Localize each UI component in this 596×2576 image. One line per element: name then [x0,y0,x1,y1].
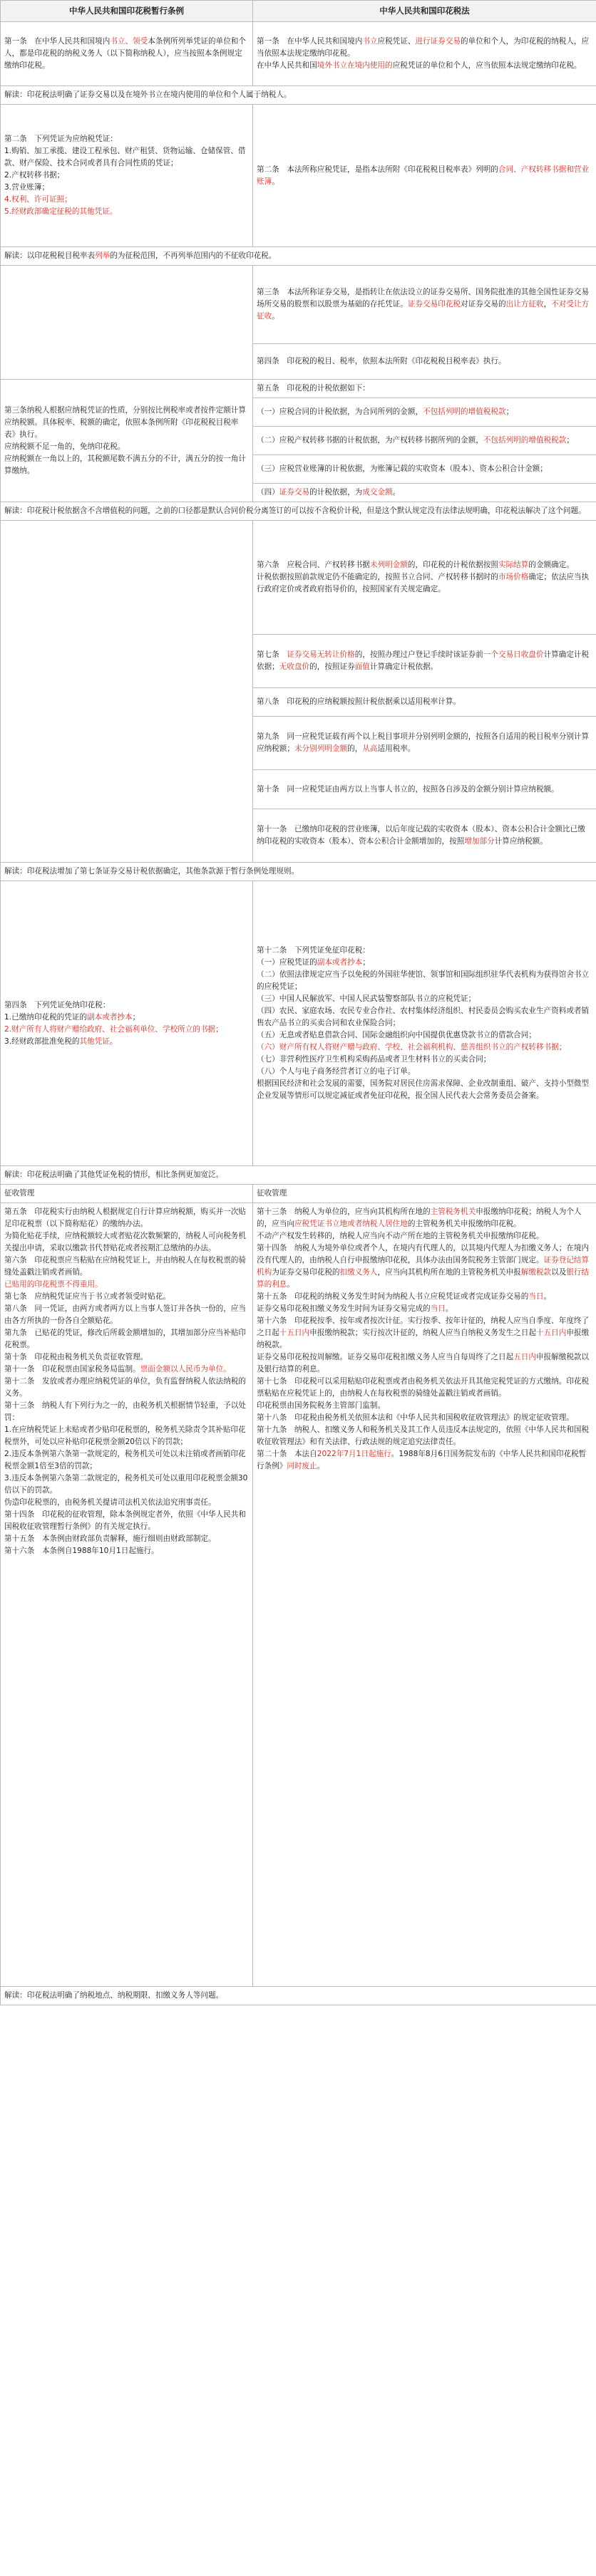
right-cell: 第十条 同一应税凭证由两方以上当事人书立的，按照各自涉及的金额分别计算应纳税额。 [253,770,596,809]
right-cell: 第三条 本法所称证券交易，是指转让在依法设立的证券交易所、国务院批准的其他全国性证券交易场所交易的股票和以股票为基础的存托凭证。证券交易印花税对证券交易的出让方征收，不对受让方征收。 [253,266,596,344]
left-cell: 第一条 在中华人民共和国境内书立、领受本条例所列举凭证的单位和个人，都是印花税的纳税义务人（以下简称纳税人），应当按照本条例规定缴纳印花税。 [1,22,253,86]
header-left: 中华人民共和国印花税暂行条例 [1,1,253,22]
article-row [1,105,596,247]
right-cell: 第十二条 下列凭证免征印花税： （一）应税凭证的副本或者抄本； （二）依照法律规定应当予以免税的外国驻华使馆、领事馆和国际组织驻华代表机构为获得馆舍书立的应税凭证； （三）中国人民解放军、中国人民武装警察部队书立的应税凭证； （四）农民、家庭农场、农民专业合作社、农村集体经济组织、村民委员会购买农业生产资料或者销售农产品书立的买卖合同和农业保险合同； （五）无息或者贴息借款合同、国际金融组织向中国提供优惠贷款书立的借款合同； （六）财产所有权人将财产赠与政府、学校、社会福利机构、慈善组织书立的产权转移书据； （七）非营利性医疗卫生机构采购药品或者卫生材料书立的买卖合同； （八）个人与电子商务经营者订立的电子订单。 根据国民经济和社会发展的需要，国务院对居民住房需求保障、企业改制重组、破产、支持小型微型企业发展等情形可以规定减征或者免征印花税，报全国人民代表大会常务委员会备案。 [253,881,596,1166]
article-row [1,380,596,398]
right-cell: （一）应税合同的计税依据，为合同所列的金额，不包括列明的增值税税款； [253,398,596,427]
left-cell: 第二条 下列凭证为应纳税凭证： 1.购销、加工承揽、建设工程承包、财产租赁、货物运输、仓储保管、借款、财产保险、技术合同或者具有合同性质的凭证； 2.产权转移书据； 3.营业账簿； 4.权利、许可证照； 5.经财政部确定征税的其他凭证。 [1,105,253,247]
article-row [1,266,596,344]
right-cell: 第七条 证券交易无转让价格的，按照办理过户登记手续时该证券前一个交易日收盘价计算确定计税依据；无收盘价的，按照证券面值计算确定计税依据。 [253,635,596,688]
section-right: 征收管理 [253,1185,596,1203]
left-cell: 第三条纳税人根据应纳税凭证的性质，分别按比例税率或者按件定额计算应纳税额。具体税率、税额的确定，依照本条例所附《印花税税目税率表》执行。 应纳税额不足一角的，免纳印花税。 应纳税额在一角以上的，其税额尾数不满五分的不计，满五分的按一角计算缴纳。 [1,380,253,502]
right-cell: 第二条 本法所称应税凭证，是指本法所附《印花税税目税率表》列明的合同、产权转移书据和营业账簿。 [253,105,596,247]
right-cell: （四）证券交易的计税依据，为成交金额。 [253,484,596,502]
left-cell-empty [1,266,253,380]
header-right: 中华人民共和国印花税法 [253,1,596,22]
header-row [1,1,596,22]
explanation-row [1,1166,596,1185]
explanation-text: 解读：印花税计税依据含不含增值税的问题，之前的口径都是默认合同价税分离签订的可以按不含税价计税，但是这个默认规定没有法律法规明确，印花税法解决了这个问题。 [1,502,596,521]
right-cell: 第六条 应税合同、产权转移书据未列明金额的，印花税的计税依据按照实际结算的金额确定。 计税依据按照前款规定仍不能确定的，按照书立合同、产权转移书据时的市场价格确定；依法应当执行政府定价或者政府指导价的，按照国家有关规定确定。 [253,521,596,635]
explanation-row [1,86,596,105]
article-row [1,881,596,1166]
right-cell: 第八条 印花税的应纳税额按照计税依据乘以适用税率计算。 [253,688,596,717]
left-cell-empty [1,521,253,863]
explanation-row [1,863,596,881]
right-cell: 第四条 印花税的税目、税率，依照本法所附《印花税税目税率表》执行。 [253,344,596,380]
explanation-text: 解读：印花税法明确了其他凭证免税的情形，相比条例更加宽泛。 [1,1166,596,1185]
right-cell: 第九条 同一应税凭证载有两个以上税目事项并分别列明金额的，按照各自适用的税目税率分别计算应纳税额；未分别列明金额的，从高适用税率。 [253,717,596,770]
right-cell: 第十三条 纳税人为单位的，应当向其机构所在地的主管税务机关申报缴纳印花税；纳税人为个人的，应当向应税凭证书立地或者纳税人居住地的主管税务机关申报缴纳印花税。 不动产产权发生转移的，纳税人应当向不动产所在地的主管税务机关申报缴纳印花税。 第十四条 纳税人为境外单位或者个人，在境内有代理人的，以其境内代理人为扣缴义务人；在境内没有代理人的，由纳税人自行申报缴纳印花税，具体办法由国务院税务主管部门规定。证券登记结算机构为证券交易印花税的扣缴义务人，应当向其机构所在地的主管税务机关申报解缴税款以及银行结算的利息。 第十五条 印花税的纳税义务发生时间为纳税人书立应税凭证或者完成证券交易的当日。 证券交易印花税扣缴义务发生时间为证券交易完成的当日。 第十六条 印花税按季、按年或者按次计征。实行按季、按年计征的，纳税人应当自季度、年度终了之日起十五日内申报缴纳税款；实行按次计征的，纳税人应当自纳税义务发生之日起十五日内申报缴纳税款。 证券交易印花税按周解缴。证券交易印花税扣缴义务人应当自每周终了之日起五日内申报解缴税款以及银行结算的利息。 第十七条 印花税可以采用粘贴印花税票或者由税务机关依法开具其他完税凭证的方式缴纳。印花税票粘贴在应税凭证上的，由纳税人在每枚税票的骑缝处盖戳注销或者画销。 印花税票由国务院税务主管部门监制。 第十八条 印花税由税务机关依照本法和《中华人民共和国税收征收管理法》的规定征收管理。 第十九条 纳税人、扣缴义务人和税务机关及其工作人员违反本法规定的，依照《中华人民共和国税收征收管理法》和有关法律、行政法规的规定追究法律责任。 第二十条 本法自2022年7月1日起施行。1988年8月6日国务院发布的《中华人民共和国印花税暂行条例》同时废止。 [253,1203,596,1987]
explanation-text: 解读：印花税法增加了第七条证券交易计税依据确定，其他条款源于暂行条例处理规则。 [1,863,596,881]
left-cell: 第五条 印花税实行由纳税人根据规定自行计算应纳税额，购买并一次贴足印花税票（以下简称贴花）的缴纳办法。 为简化贴花手续，应纳税额较大或者贴花次数频繁的，纳税人可向税务机关提出申请，采取以缴款书代替贴花或者按期汇总缴纳的办法。 第六条 印花税票应当粘贴在应纳税凭证上，并由纳税人在每枚税票的骑缝处盖戳注销或者画销。 已贴用的印花税票不得重用。 第七条 应纳税凭证应当于书立或者领受时贴花。 第八条 同一凭证，由两方或者两方以上当事人签订并各执一份的，应当由各方所执的一份各自全额贴花。 第九条 已贴花的凭证，修改后所载金额增加的，其增加部分应当补贴印花税票。 第十条 印花税由税务机关负责征收管理。 第十一条 印花税票由国家税务局监制。票面金额以人民币为单位。 第十二条 发放或者办理应纳税凭证的单位，负有监督纳税人依法纳税的义务。 第十三条 纳税人有下列行为之一的，由税务机关根据情节轻重，予以处罚： 1.在应纳税凭证上未贴或者少贴印花税票的，税务机关除责令其补贴印花税票外，可处以应补贴印花税票金额20倍以下的罚款； 2.违反本条例第六条第一款规定的，税务机关可处以未注销或者画销印花税票金额1倍至3倍的罚款； 3.违反本条例第六条第二款规定的，税务机关可处以重用印花税票金额30倍以下的罚款。 伪造印花税票的，由税务机关提请司法机关依法追究刑事责任。 第十四条 印花税的征收管理，除本条例规定者外，依照《中华人民共和国税收征收管理暂行条例》的有关规定执行。 第十五条 本条例由财政部负责解释，施行细则由财政部制定。 第十六条 本条例自1988年10月1日起施行。 [1,1203,253,1987]
explanation-text: 解读：印花税法明确了证券交易以及在境外书立在境内使用的单位和个人属于纳税人。 [1,86,596,105]
right-cell: 第十一条 已缴纳印花税的营业账簿，以后年度记载的实收资本（股本）、资本公积合计金额比已缴纳印花税的实收资本（股本）、资本公积合计金额增加的，按照增加部分计算应纳税额。 [253,809,596,863]
explanation-row [1,502,596,521]
explanation-text: 解读：以印花税税目税率表列举的为征税范围，不再列举范围内的不征收印花税。 [1,247,596,266]
right-cell: （三）应税营业账簿的计税依据，为账簿记载的实收资本（股本）、资本公积合计金额； [253,455,596,484]
right-cell: 第五条 印花税的计税依据如下： [253,380,596,398]
explanation-row [1,247,596,266]
left-cell: 第四条 下列凭证免纳印花税： 1.已缴纳印花税的凭证的副本或者抄本； 2.财产所有人将财产赠给政府、社会福利单位、学校所立的书据； 3.经财政部批准免税的其他凭证。 [1,881,253,1166]
section-row [1,1185,596,1203]
explanation-text: 解读：印花税法明确了纳税地点、纳税期限、扣缴义务人等问题。 [1,1987,596,2005]
section-left: 征收管理 [1,1185,253,1203]
explanation-row [1,1987,596,2005]
right-cell: 第一条 在中华人民共和国境内书立应税凭证、进行证券交易的单位和个人，为印花税的纳税人，应当依照本法规定缴纳印花税。 在中华人民共和国境外书立在境内使用的应税凭证的单位和个人，应当依照本法规定缴纳印花税。 [253,22,596,86]
article-row [1,22,596,86]
article-row [1,521,596,635]
article-row [1,1203,596,1987]
right-cell: （二）应税产权转移书据的计税依据，为产权转移书据所列的金额，不包括列明的增值税税款； [253,427,596,455]
